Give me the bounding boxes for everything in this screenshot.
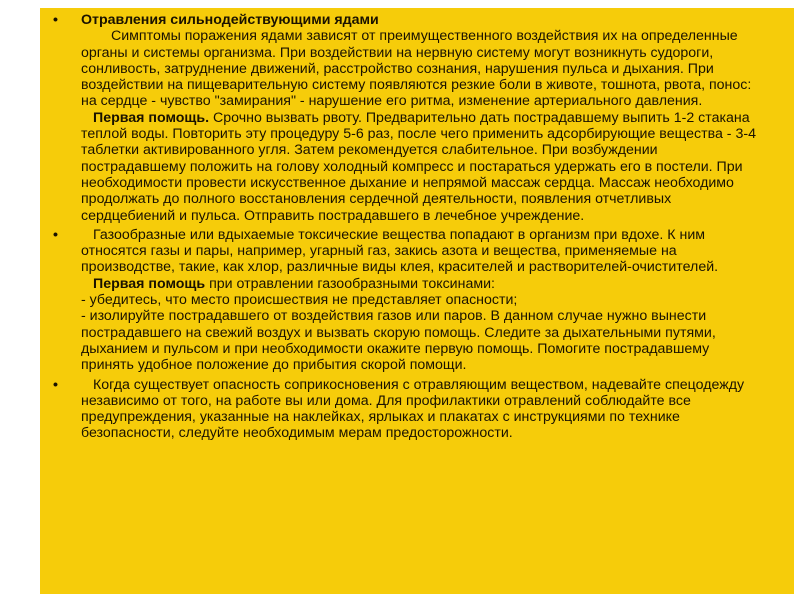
gas-first-aid-label: Первая помощь [93,275,206,292]
gas-intro-paragraph [81,227,760,276]
prevention-paragraph [81,377,760,442]
list-item-strong-poisons [48,12,760,224]
first-aid-text: Срочно вызвать рвоту. Предварительно дать пострадавшему выпить 1-2 стакана теплой воды. Повторить эту процедуру 5-6 раз, после чего применить адсорбирующие вещества - 3-4 таблетки активированного угля. Затем рекомендуется слабительное. При возбуждении пострадавшему положить на голову холодный компресс и постараться удержать его в постели. При необходимости провести искусственное дыхание и непрямой массаж сердца. Массаж необходимо продолжать до полного восстановления сердечной деятельности, появления отчетливых сердцебиений и пульса. Отправить пострадавшего в лечебное учреждение. [81,109,756,224]
gas-step-1: - убедитесь, что место происшествия не представляет опасности; [81,292,518,309]
bullet-icon: • [53,12,58,28]
symptoms-text: Симптомы поражения ядами зависят от преимущественного воздействия их на определенные органы и системы организма. При воздействии на нервную систему могут возникнуть судороги, сонливость, затруднение движений, расстройство сознания, нарушения пульса и дыхания. При воздействии на пищеварительную систему появляются резкие боли в животе, тошнота, рвота, понос: на сердце - чувство "замирания" - нарушение его ритма, изменение артериального давления. [81,28,752,110]
gas-first-aid-paragraph [81,276,760,292]
gas-step-2: - изолируйте пострадавшего от воздействия газов или паров. В данном случае нужно вынести пострадавшего на свежий воздух и вызвать скорую помощь. Следите за дыхательными путями, дыханием и пульсом и при необходимости окажите первую помощь. Помогите пострадавшему принять удобное положение до прибытия скорой помощи. [81,308,716,374]
symptoms-paragraph [81,28,760,109]
list-item-prevention [48,377,760,442]
bullet-list [48,12,760,442]
prevention-text: Когда существует опасность соприкосновения с отравляющим веществом, надевайте спецодежду независимо от того, на работе вы или дома. Для профилактики отравлений соблюдайте все предупреждения, указанные на наклейках, ярлыках и плакатах с инструкциями по технике безопасности, следуйте необходимым мерам предосторожности. [81,376,745,442]
list-item-gaseous-toxins [48,227,760,374]
section-title: Отравления сильнодействующими ядами [81,12,379,28]
gas-first-aid-text: при отравлении газообразными токсинами: [205,275,495,292]
gas-intro-text: Газообразные или вдыхаемые токсические вещества попадают в организм при вдохе. К ним относятся газы и пары, например, угарный газ, закись азота и вещества, применяемые на производстве, такие, как хлор, различные виды клея, красителей и растворителей-очистителей. [81,226,719,276]
bullet-icon: • [53,226,58,243]
slide-content [48,12,760,445]
bullet-icon: • [53,376,58,393]
first-aid-paragraph [81,110,760,224]
first-aid-label: Первая помощь. [93,109,210,126]
